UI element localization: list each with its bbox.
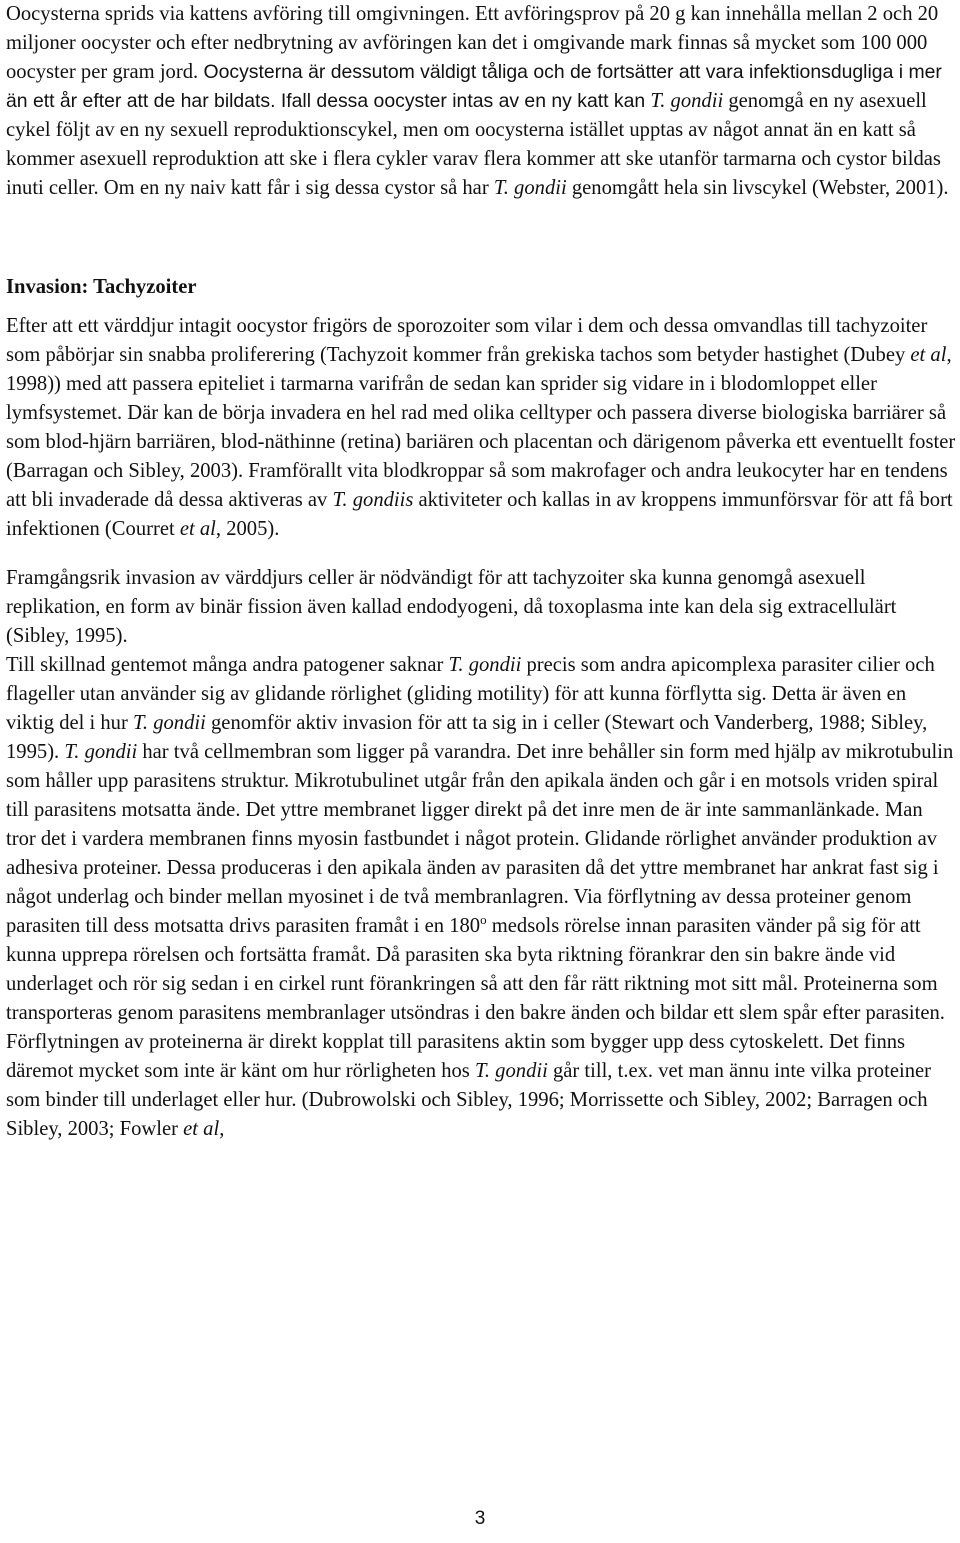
paragraph-text: genomgå en ny asexuell cykel följt av en ny sexuell reproduktionscykel, men om oocysterna istället upptas av något annat än en katt så kommer asexuell reproduktion att ske i flera cykler varav flera kommer att ske utanför tarmarna och cystor bildas inuti celler. Om en ny naiv katt får i sig dessa cystor så har — [6, 90, 941, 199]
species-name: T. gondii — [59, 741, 138, 763]
species-name: T. gondii — [469, 1060, 548, 1082]
section-heading: Invasion: Tachyzoiter — [6, 276, 197, 298]
paragraph-text: , 2005). — [215, 518, 280, 540]
document-page — [6, 0, 956, 1144]
paragraph-text: Efter att ett värddjur intagit oocystor frigörs de sporozoiter som vilar i dem och dessa omvandlas till tachyzoiter som påbörjar sin snabba proliferering (Tachyzoit kommer från grekiska tachos som betyder hastighet (Dubey — [6, 315, 928, 366]
paragraph-text: , — [219, 1118, 225, 1140]
species-name: T. gondii — [127, 712, 206, 734]
paragraph-text: Framgångsrik invasion av värddjurs celler är nödvändigt för att tachyzoiter ska kunna genomgå asexuell replikation, en form av binär fission även kallad endodyogeni, då toxoplasma inte kan dela sig extracellulärt (Sibley, 1995). — [6, 567, 897, 647]
paragraph-replication — [6, 564, 956, 651]
paragraph-text: Till skillnad gentemot många andra patogener saknar — [6, 654, 444, 676]
paragraph-text: , 1998)) med att passera epiteliet i tarmarna varifrån de sedan kan sprider sig vidare in i blodomloppet eller lymfsystemet. Där kan de börja invadera en hel rad med olika celltyper och passera diverse biologiska barriärer så som blod-hjärn barriären, blod-näthinne (retina) bariären och placentan och därigenom påverka ett eventuellt foster (Barragan och Sibley, 2003). Framförallt vita blodkroppar så som makrofager och andra leukocyter har en tendens att bli invaderade då dessa aktiveras av — [6, 344, 956, 511]
citation-etal: et al — [905, 344, 947, 366]
paragraph-text: medsols rörelse innan parasiten vänder på sig för att kunna upprepa rörelsen och fortsätta framåt. Då parasiten ska byta riktning förankrar den sin bakre ände vid underlaget och rör sig sedan i en cirkel runt förankringen så att den får rätt riktning mot sitt mål. Proteinerna som transporteras genom parasitens membranlager utsöndras i den bakre änden och bildar ett slem spår efter parasiten. Förflytningen av proteinerna är direkt kopplat till parasitens aktin som bygger upp dess cytoskelett. Det finns däremot mycket som inte är känt om hur rörligheten hos — [6, 915, 945, 1082]
paragraph-motility — [6, 651, 956, 1144]
paragraph-text: precis som andra apicomplexa parasiter cilier och flageller utan använder sig av glidande rörlighet (gliding motility) för att kunna förflytta sig. Detta är även en viktig del i hur — [6, 654, 935, 734]
species-name: T. gondii — [488, 177, 567, 199]
species-name: T. gondii — [443, 654, 522, 676]
species-name: T. gondii — [645, 90, 724, 112]
paragraph-oocysts — [6, 0, 956, 203]
paragraph-text: Oocysterna sprids via kattens avföring till omgivningen. Ett avföringsprov på 20 g kan innehålla mellan 2 och 20 miljoner oocyster och efter nedbrytning av avföringen kan det i omgivande mark finnas så mycket som 100 000 oocyster per gram jord. — [6, 3, 939, 83]
degree-superscript: o — [480, 912, 487, 927]
paragraph-text: aktiviteter och kallas in av kroppens immunförsvar för att få bort infektionen (Courret — [6, 489, 953, 540]
citation-etal: et al — [174, 518, 216, 540]
page-number: 3 — [474, 1508, 486, 1529]
paragraph-text: genomför aktiv invasion för att ta sig in i celler (Stewart och Vanderberg, 1988; Sibley, 1995). — [6, 712, 928, 763]
citation-etal: et al — [178, 1118, 220, 1140]
paragraph-text: genomgått hela sin livscykel (Webster, 2001). — [566, 177, 949, 199]
paragraph-text: går till, t.ex. vet man ännu inte vilka proteiner som binder till underlaget eller hur. (Dubrowolski och Sibley, 1996; Morrissette och Sibley, 2002; Barragen och Sibley, 2003; Fowler — [6, 1060, 931, 1140]
paragraph-text: har två cellmembran som ligger på varandra. Det inre behåller sin form med hjälp av mikrotubulin som håller upp parasitens struktur. Mikrotubulinet utgår från den apikala änden och går i en motsols vriden spiral till parasitens motsatta ände. Det yttre membranet ligger direkt på det inre men de är inte sammanlänkade. Man tror det i vardera membranen finns myosin fastbundet i något protein. Glidande rörlighet använder produktion av adhesiva proteiner. Dessa produceras i den apikala änden av parasiten då det yttre membranet har ankrat fast sig i något underlag och binder mellan myosinet i de två membranlagren. Via förflytning av dessa proteiner genom parasiten till dess motsatta drivs parasiten framåt i en 180 — [6, 741, 954, 937]
paragraph-text-sans: Oocysterna är dessutom väldigt tåliga och de fortsätter att vara infektionsdugliga i mer än ett år efter att de har bildats. Ifall dessa oocyster intas av en ny katt kan — [6, 61, 942, 112]
species-name: T. gondiis — [327, 489, 414, 511]
paragraph-invasion — [6, 312, 956, 544]
